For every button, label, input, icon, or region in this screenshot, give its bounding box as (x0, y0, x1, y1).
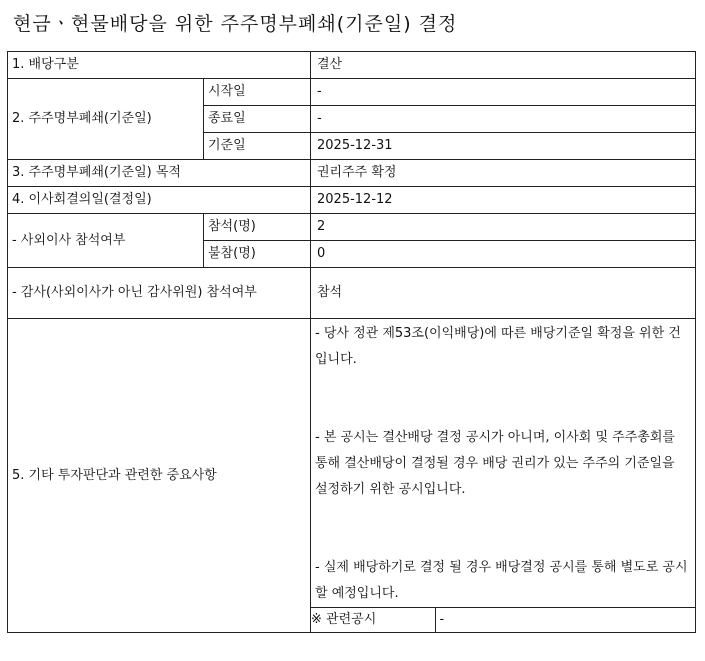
other-matters-content (311, 319, 696, 633)
purpose-value: 권리주주 확정 (311, 160, 696, 187)
present-label: 참석(명) (204, 214, 311, 241)
note-paragraph: - 본 공시는 결산배당 결정 공시가 아니며, 이사회 및 주주총회를 통해 결산배당이 결정될 경우 배당 권리가 있는 주주의 기준일을 설정하기 위한 공시입니다. (315, 430, 675, 497)
related-disclosure-label: ※ 관련공시 (311, 612, 377, 627)
related-disclosure-value: - (435, 608, 699, 632)
board-date-label: 4. 이사회결의일(결정일) (8, 187, 311, 214)
page-title: 현금ㆍ현물배당을 위한 주주명부폐쇄(기준일) 결정 (13, 13, 458, 35)
purpose-label: 3. 주주명부폐쇄(기준일) 목적 (8, 160, 311, 187)
absent-value: 0 (311, 241, 696, 268)
board-date-value: 2025-12-12 (311, 187, 696, 214)
other-matters-label: 5. 기타 투자판단과 관련한 중요사항 (8, 319, 311, 633)
note-paragraph: - 실제 배당하기로 결정 될 경우 배당결정 공시를 통해 별도로 공시할 예정입니다. (315, 560, 688, 601)
closure-end-label: 종료일 (204, 106, 311, 133)
dividend-type-label: 1. 배당구분 (8, 52, 311, 79)
record-date-value: 2025-12-31 (311, 133, 696, 160)
auditor-value: 참석 (311, 268, 696, 319)
note-paragraph: - 당사 정관 제53조(이익배당)에 따른 배당기준일 확정을 위한 건입니다. (315, 326, 681, 367)
dividend-type-value: 결산 (311, 52, 696, 79)
closure-label: 2. 주주명부폐쇄(기준일) (8, 79, 204, 160)
disclosure-table (7, 51, 696, 633)
auditor-label: - 감사(사외이사가 아닌 감사위원) 참석여부 (8, 268, 311, 319)
related-disclosure-table (307, 608, 699, 632)
outside-directors-label: - 사외이사 참석여부 (8, 214, 204, 268)
closure-end-value: - (311, 106, 696, 133)
record-date-label: 기준일 (204, 133, 311, 160)
present-value: 2 (311, 214, 696, 241)
closure-start-value: - (311, 79, 696, 106)
closure-start-label: 시작일 (204, 79, 311, 106)
absent-label: 불참(명) (204, 241, 311, 268)
